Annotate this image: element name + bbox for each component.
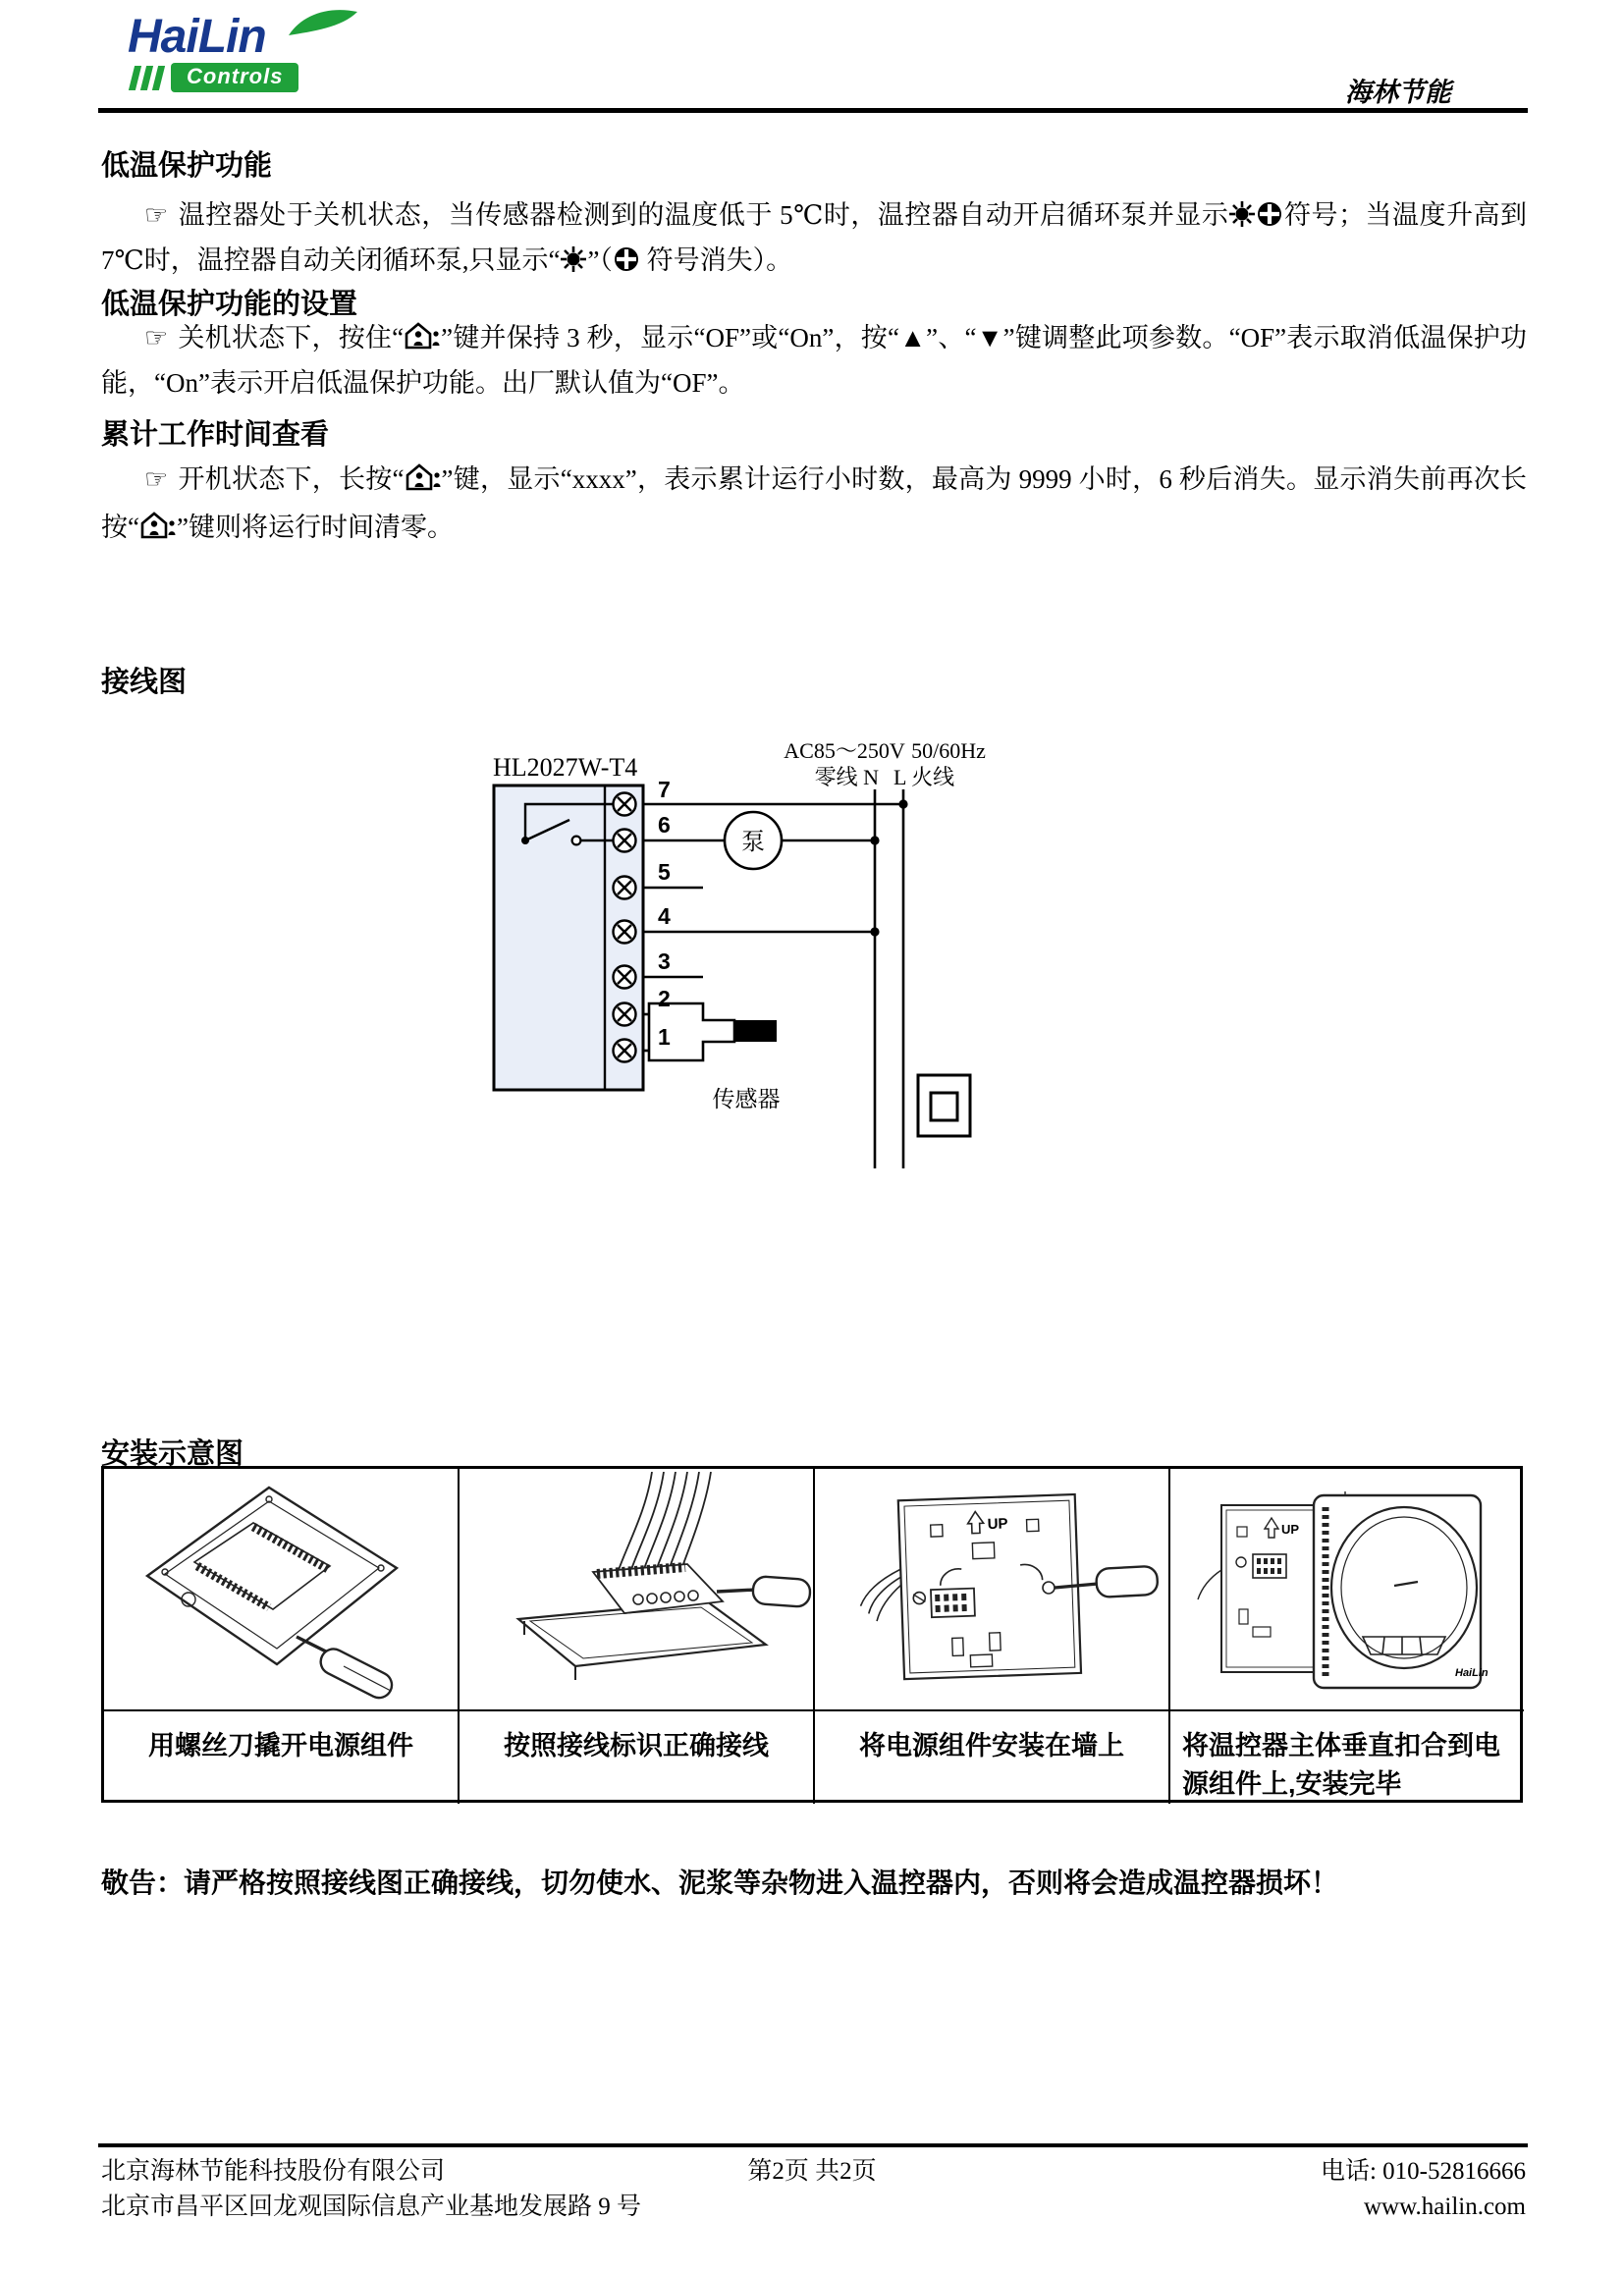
paragraph-low-temp-setting	[101, 315, 1527, 406]
wiring-diagram	[489, 738, 1078, 1186]
step4-illustration	[1170, 1472, 1524, 1707]
text-segment: 温控器处于关机状态，当传感器检测到的温度低于 5℃时，温控器自动开启循环泵并显示	[178, 200, 1229, 230]
section-title-low-temp: 低温保护功能	[101, 150, 273, 182]
live-label: L 火线	[893, 765, 955, 789]
terminal-screws	[614, 793, 636, 1062]
paragraph-low-temp	[101, 192, 1527, 283]
junction-dot	[870, 836, 879, 844]
junction-dot	[870, 927, 879, 936]
step4-caption: 将温控器主体垂直扣合到电源组件上,安装完毕	[1168, 1709, 1524, 1804]
svg-text:5: 5	[658, 859, 671, 885]
paragraph-work-time	[101, 456, 1527, 552]
footer-page-number: 第2页 共2页	[747, 2158, 877, 2185]
wall-box-symbol	[918, 1075, 970, 1136]
sun-icon	[1228, 200, 1256, 228]
step1-illustration	[104, 1472, 458, 1707]
sun-icon	[560, 245, 587, 273]
text-segment: 符号消失）。	[639, 245, 793, 275]
text-segment: ”（	[587, 245, 613, 275]
step3-image-cell	[813, 1469, 1168, 1709]
junction-dot	[898, 799, 907, 808]
hailin-logo	[128, 11, 383, 92]
key-button-icon	[405, 462, 442, 492]
pointer-hand-icon: ☞	[144, 464, 169, 494]
brand-name-cn: 海林节能	[1345, 78, 1451, 107]
logo-controls-row	[132, 63, 383, 92]
step1-image-cell	[104, 1469, 458, 1709]
sensor-label: 传感器	[712, 1087, 781, 1111]
pointer-hand-icon: ☞	[144, 200, 169, 230]
step4-image-cell	[1168, 1469, 1524, 1709]
fan-icon	[1256, 200, 1283, 228]
fan-icon	[613, 245, 640, 273]
svg-text:6: 6	[658, 812, 671, 838]
model-label: HL2027W-T4	[493, 753, 638, 782]
footer-company: 北京海林节能科技股份有限公司	[101, 2158, 446, 2185]
step2-image-cell	[458, 1469, 813, 1709]
step1-caption: 用螺丝刀撬开电源组件	[104, 1709, 458, 1804]
neutral-label: 零线 N	[814, 765, 879, 789]
svg-text:UP: UP	[987, 1514, 1008, 1533]
text-segment: 开机状态下，长按“	[178, 464, 405, 494]
key-button-icon	[139, 511, 177, 540]
logo-bar-icon	[152, 66, 165, 90]
text-segment: 符号；当温度升高到 7℃时，温控器自动关闭循环泵,只显示“	[101, 200, 1528, 275]
text-segment: ”键则将运行时间清零。	[176, 513, 454, 542]
svg-text:2: 2	[658, 986, 671, 1011]
text-segment: ”键并保持 3 秒，显示“OF”或“On”，按“▲”、“▼”键调整此项参数。“OF”表示取消低温保护功能，“On”表示开启低温保护功能。出厂默认值为“OF”。	[101, 323, 1528, 398]
header-rule	[98, 108, 1528, 113]
install-steps-table	[101, 1466, 1523, 1803]
svg-text:4: 4	[658, 903, 671, 929]
footer-website: www.hailin.com	[1363, 2193, 1526, 2220]
section-title-install: 安装示意图	[101, 1438, 244, 1470]
text-segment: ”键，显示“xxxx”，表示累计运行小时数，最高为 9999 小时，6 秒后消失。显示消失前再次长按“	[101, 464, 1528, 542]
step3-caption: 将电源组件安装在墙上	[813, 1709, 1168, 1804]
frequency-label: 50/60Hz	[911, 738, 986, 763]
voltage-label: AC85～250V	[784, 738, 905, 763]
logo-bar-icon	[129, 66, 141, 90]
step2-caption: 按照接线标识正确接线	[458, 1709, 813, 1804]
warning-text: 敬告：请严格按照接线图正确接线，切勿使水、泥浆等杂物进入温控器内，否则将会造成温控器损坏！	[101, 1868, 1339, 1898]
section-title-work-time: 累计工作时间查看	[101, 419, 330, 451]
logo-wordmark: HaiLin	[128, 11, 266, 63]
key-button-icon	[404, 321, 441, 351]
sensor-probe	[734, 1020, 777, 1042]
pointer-hand-icon: ☞	[144, 323, 169, 352]
text-segment: 关机状态下，按住“	[178, 323, 405, 352]
section-title-low-temp-setting: 低温保护功能的设置	[101, 289, 358, 320]
svg-text:3: 3	[658, 948, 671, 974]
svg-text:7: 7	[658, 777, 671, 802]
footer-phone: 电话: 010-52816666	[1320, 2158, 1526, 2185]
step3-illustration	[815, 1472, 1168, 1707]
svg-text:UP: UP	[1281, 1521, 1300, 1537]
pump-label: 泵	[741, 830, 765, 855]
svg-text:HaiLin: HaiLin	[1455, 1666, 1489, 1679]
leaf-icon	[283, 6, 361, 39]
footer-contact-block	[1321, 2154, 1526, 2225]
logo-subtitle: Controls	[171, 63, 298, 92]
step2-illustration	[460, 1472, 813, 1707]
logo-bar-icon	[140, 66, 153, 90]
svg-text:1: 1	[658, 1024, 671, 1050]
footer-rule	[98, 2143, 1528, 2147]
terminal-numbers	[658, 777, 671, 1050]
footer-address: 北京市昌平区回龙观国际信息产业基地发展路 9 号	[101, 2193, 642, 2220]
section-title-wiring: 接线图	[101, 667, 188, 698]
